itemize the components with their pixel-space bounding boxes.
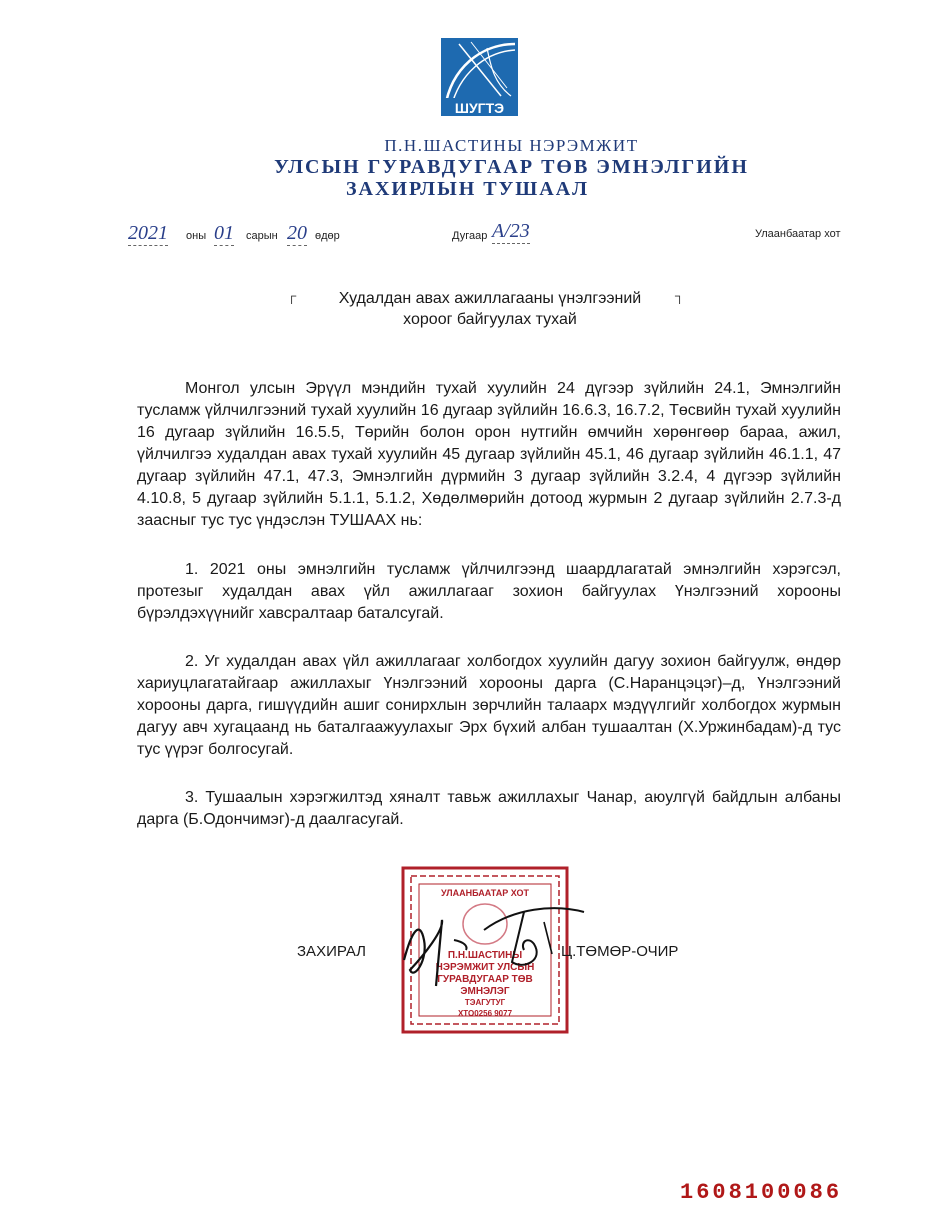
intro-paragraph: Монгол улсын Эрүүл мэндийн тухай хуулийн 24 дүгээр зүйлийн 24.1, Эмнэлгийн тусламж үйлчилгээний тухай хуулийн 16 дугаар зүйлийн 16.6.3, 16.7.2, Төсвийн тухай хуулийн 16 дугаар зүйлийн 16.5.5, Төрийн болон орон нутгийн өмчийн хөрөнгөөр бараа, ажил, үйлчилгээ худалдан авах тухай хуулийн 45 дугаар зүйлийн 45.1, 46 дугаар зүйлийн 46.1.1, 47 дугаар зүйлийн 47.1, 47.3, Эмнэлгийн дүрмийн 3 дугаар зүйлийн 3.2.4, 4 дүгээр зүйлийн 4.10.8, 5 дугаар зүйлийн 5.1.1, 5.1.2, Хөдөлмөрийн дотоод журмын 2 дугаар зүйлийн 2.7.3-д заасныг тус тус үндэслэн ТУШААХ нь: — [137, 380, 841, 529]
day-label: өдөр — [315, 230, 340, 242]
stamp-line-3: ГУРАВДУГААР ТӨВ — [437, 974, 533, 985]
stamp-line-2: НЭРЭМЖИТ УЛСЫН — [435, 962, 535, 973]
stamp-line-6: ХТО0256 9077 — [457, 1009, 513, 1018]
month-label: сарын — [246, 230, 278, 242]
header-order-title: ЗАХИРЛЫН ТУШААЛ — [345, 178, 590, 200]
order-subject — [300, 288, 680, 330]
signatory-title: ЗАХИРАЛ — [297, 943, 367, 960]
subject-bracket-left: ┌ — [287, 288, 297, 303]
stamp-line-4: ЭМНЭЛЭГ — [460, 986, 510, 997]
year-label: оны — [186, 230, 207, 242]
order-item-1: 1. 2021 оны эмнэлгийн тусламж үйлчилгээнд шаардлагатай эмнэлгийн хэрэгсэл, протезыг худалдан авах үйл ажиллагааг зохион байгуулах Үнэлгээний хорооны бүрэлдэхүүнийг хавсралтаар баталсугай. — [137, 561, 841, 622]
logo-text: ШУГТЭ — [454, 100, 505, 116]
subject-line-2: хороог байгуулах тухай — [403, 311, 577, 328]
hospital-logo — [441, 38, 518, 116]
date-day: 20 — [287, 222, 307, 244]
document-number: А/23 — [492, 220, 530, 242]
date-year: 2021 — [128, 222, 168, 244]
number-label: Дугаар — [452, 230, 488, 242]
subject-line-1: Худалдан авах ажиллагааны үнэлгээний — [338, 290, 642, 307]
date-month: 01 — [214, 222, 234, 244]
document-serial-number: 1608100086 — [680, 1180, 843, 1205]
city-name: Улаанбаатар хот — [755, 228, 841, 240]
header-hospital-line: УЛСЫН ГУРАВДУГААР ТӨВ ЭМНЭЛГИЙН — [274, 156, 749, 178]
stamp-line-5: ТЭАГУТУГ — [464, 998, 506, 1007]
stamp-line-1: П.Н.ШАСТИНЫ — [447, 950, 523, 961]
signatory-name: Ц.ТӨМӨР-ОЧИР — [561, 943, 679, 960]
stamp-top-text: УЛААНБААТАР ХОТ — [441, 888, 529, 898]
order-item-3: 3. Тушаалын хэрэгжилтэд хяналт тавьж ажиллахыг Чанар, аюулгүй байдлын албаны дарга (Б.Одончимэг)-д даалгасугай. — [137, 789, 841, 828]
subject-bracket-right: ┐ — [675, 288, 685, 303]
order-item-2: 2. Уг худалдан авах үйл ажиллагааг холбогдох хуулийн дагуу зохион байгуулж, өндөр хариуцлагатайгаар ажиллахыг Үнэлгээний хорооны дарга (С.Наранцэцэг)–д, Үнэлгээний хорооны дарга, гишүүдийн ашиг сонирхлын зөрчлийн талаарх мэдүүлгийг холбогдох журмын дагуу авч хугацаанд нь баталгаажуулахыг Эрх бүхий албан тушаалтан (Х.Уржинбадам)-д тус тус үүрэг болгосугай. — [137, 653, 841, 758]
header-name-line: П.Н.ШАСТИНЫ НЭРЭМЖИТ — [384, 136, 639, 155]
